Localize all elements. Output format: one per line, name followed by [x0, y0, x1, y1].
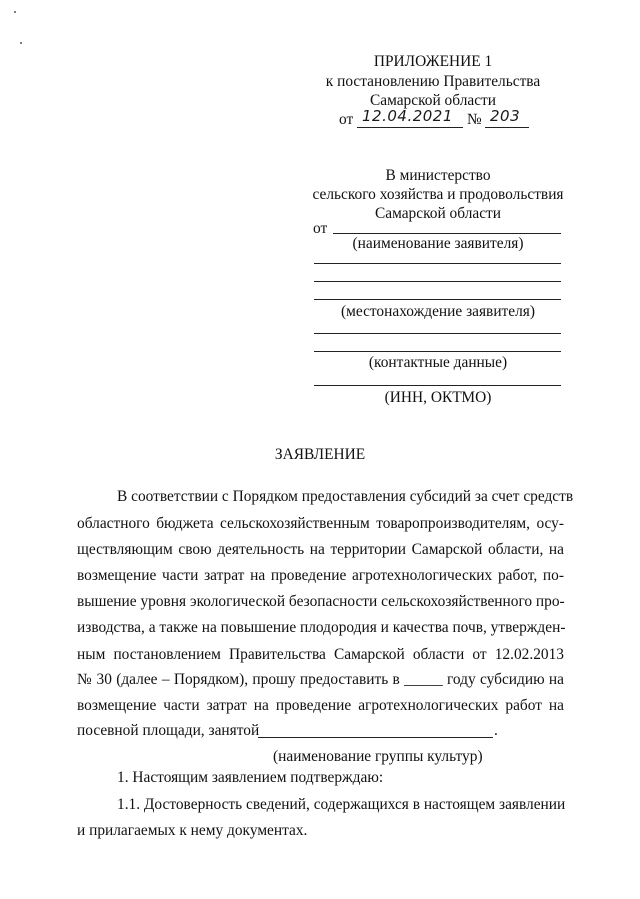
- blank-field-line: [314, 333, 561, 334]
- handwritten-date: 12.04.2021: [362, 107, 453, 125]
- contact-caption: (контактные данные): [368, 354, 508, 371]
- item-1: 1. Настоящим заявлением подтверждаю:: [117, 769, 384, 786]
- paragraph-line: возмещение части затрат на проведение агротехнологических работ на: [77, 697, 564, 714]
- contact-field: [314, 351, 561, 352]
- appendix-title: ПРИЛОЖЕНИЕ 1: [373, 53, 493, 70]
- blank-field-line: [314, 263, 561, 264]
- handwritten-number: 203: [490, 107, 521, 125]
- paragraph-line: областного бюджета сельскохозяйственным товаропроизводителям, осу-: [77, 515, 564, 532]
- addressee-ministry-name: сельского хозяйства и продовольствия: [312, 186, 564, 203]
- appendix-region: Самарской области: [369, 92, 497, 109]
- appendix-resolution: к постановлению Правительства: [325, 73, 541, 90]
- scan-speck: [20, 42, 22, 44]
- date-prefix: от: [339, 111, 354, 128]
- tax-caption: (ИНН, ОКТМО): [384, 389, 492, 406]
- applicant-name-field: [333, 233, 561, 234]
- date-underline: [357, 127, 463, 128]
- paragraph-line: ществляющим свою деятельность на территории Самарской области, на: [77, 541, 564, 558]
- blank-field-line: [314, 281, 561, 282]
- item-1-1-line: и прилагаемых к нему документах.: [77, 822, 308, 839]
- tax-field: [314, 385, 561, 386]
- paragraph-line: возмещение части затрат на проведение агротехнологических работ, по-: [77, 567, 564, 584]
- location-caption: (местонахождение заявителя): [341, 303, 535, 320]
- from-label: от: [313, 220, 328, 237]
- addressee-ministry: В министерство: [385, 167, 491, 184]
- paragraph-line: вышение уровня экологической безопасности сельскохозяйственного про-: [77, 593, 565, 610]
- paragraph-line: № 30 (далее – Порядком), прошу предоставить в _____ году субсидию на: [77, 671, 564, 688]
- crop-group-field: [258, 737, 493, 738]
- paragraph-line: ным постановлением Правительства Самарской области от 12.02.2013: [77, 646, 564, 663]
- scan-speck: [14, 11, 16, 13]
- crop-area-line-prefix: посевной площади, занятой: [77, 722, 260, 739]
- number-underline: [485, 127, 529, 128]
- crop-group-caption: (наименование группы культур): [273, 748, 483, 765]
- location-field: [314, 299, 561, 300]
- paragraph-line: изводства, а также на повышение плодородия и качества почв, утвержден-: [77, 619, 566, 636]
- document-title: ЗАЯВЛЕНИЕ: [274, 446, 366, 463]
- applicant-name-caption: (наименование заявителя): [352, 235, 524, 252]
- item-1-1-line: 1.1. Достоверность сведений, содержащихся в настоящем заявлении: [117, 796, 566, 813]
- crop-area-line-suffix: .: [494, 722, 498, 739]
- paragraph-line: В соответствии с Порядком предоставления субсидий за счет средств: [117, 488, 574, 505]
- addressee-region-text: Самарской области: [374, 205, 502, 222]
- number-prefix: №: [467, 111, 482, 128]
